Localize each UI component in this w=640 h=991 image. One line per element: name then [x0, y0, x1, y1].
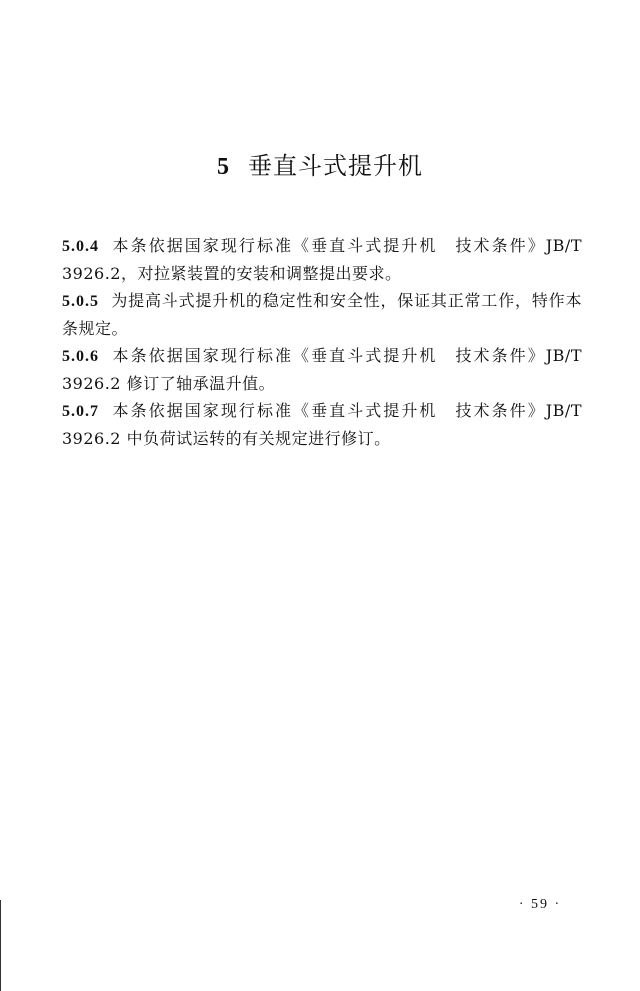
clause-list [62, 232, 582, 452]
clause-number: 5.0.6 [62, 348, 99, 365]
clause-5-0-4 [62, 232, 582, 287]
clause-text: 本条依据国家现行标准《垂直斗式提升机 技术条件》JB/T 3926.2，对拉紧装置的安装和调整提出要求。 [62, 236, 582, 283]
section-number: 5 [217, 154, 230, 180]
clause-text: 本条依据国家现行标准《垂直斗式提升机 技术条件》JB/T 3926.2 修订了轴承温升值。 [62, 346, 582, 393]
page-number: · 59 · [518, 897, 562, 912]
clause-5-0-7 [62, 397, 582, 452]
clause-number: 5.0.4 [62, 238, 99, 255]
clause-5-0-5 [62, 287, 582, 342]
clause-number: 5.0.7 [62, 403, 99, 420]
clause-text: 为提高斗式提升机的稳定性和安全性，保证其正常工作，特作本条规定。 [62, 291, 582, 338]
clause-5-0-6 [62, 342, 582, 397]
scan-edge-line [0, 900, 1, 991]
clause-text: 本条依据国家现行标准《垂直斗式提升机 技术条件》JB/T 3926.2 中负荷试运转的有关规定进行修订。 [62, 401, 582, 448]
section-heading [0, 146, 640, 181]
section-title-text: 垂直斗式提升机 [248, 152, 423, 180]
clause-number: 5.0.5 [62, 293, 99, 310]
